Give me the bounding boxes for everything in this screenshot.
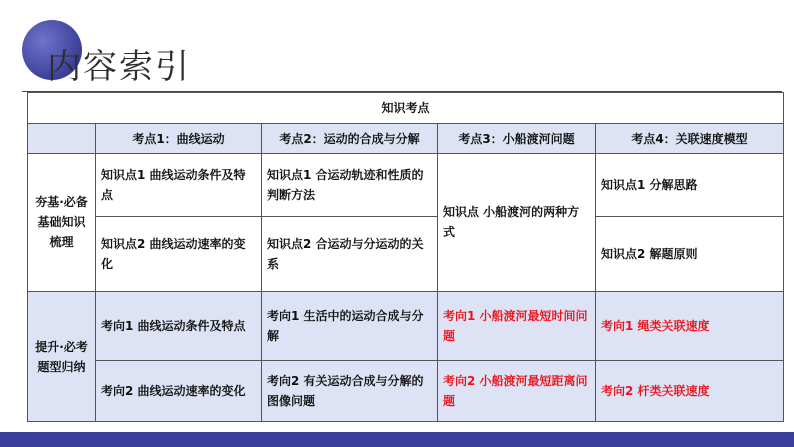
knowledge-index-table <box>27 92 784 422</box>
column-header-1: 考点1：曲线运动 <box>96 124 262 153</box>
column-header-4: 考点4：关联速度模型 <box>596 124 784 153</box>
table-cell: 知识点2 合运动与分运动的关系 <box>262 216 438 291</box>
row-label-advanced: 提升·必考题型归纳 <box>28 292 96 422</box>
table-cell: 考向1 生活中的运动合成与分解 <box>262 292 438 361</box>
table-cell: 考向1 绳类关联速度 <box>596 292 784 361</box>
table-cell: 知识点2 曲线运动速率的变化 <box>96 216 262 291</box>
bottom-bar <box>0 432 794 447</box>
column-header-2: 考点2：运动的合成与分解 <box>262 124 438 153</box>
page-title: 内容索引 <box>47 47 191 87</box>
table-cell: 知识点 小船渡河的两种方式 <box>438 153 596 291</box>
table-cell: 考向2 杆类关联速度 <box>596 361 784 422</box>
table-cell: 考向2 小船渡河最短距离问题 <box>438 361 596 422</box>
column-header-3: 考点3：小船渡河问题 <box>438 124 596 153</box>
table-cell: 考向1 曲线运动条件及特点 <box>96 292 262 361</box>
row-label-basics: 夯基·必备基础知识梳理 <box>28 153 96 291</box>
table-cell: 知识点1 合运动轨迹和性质的判断方法 <box>262 153 438 216</box>
table-cell: 考向2 有关运动合成与分解的图像问题 <box>262 361 438 422</box>
header-empty-cell <box>28 124 96 153</box>
table-cell: 知识点1 曲线运动条件及特点 <box>96 153 262 216</box>
table-main-header: 知识考点 <box>28 93 784 124</box>
table-cell: 考向1 小船渡河最短时间问题 <box>438 292 596 361</box>
table-cell: 知识点1 分解思路 <box>596 153 784 216</box>
table-cell: 考向2 曲线运动速率的变化 <box>96 361 262 422</box>
table-cell: 知识点2 解题原则 <box>596 216 784 291</box>
